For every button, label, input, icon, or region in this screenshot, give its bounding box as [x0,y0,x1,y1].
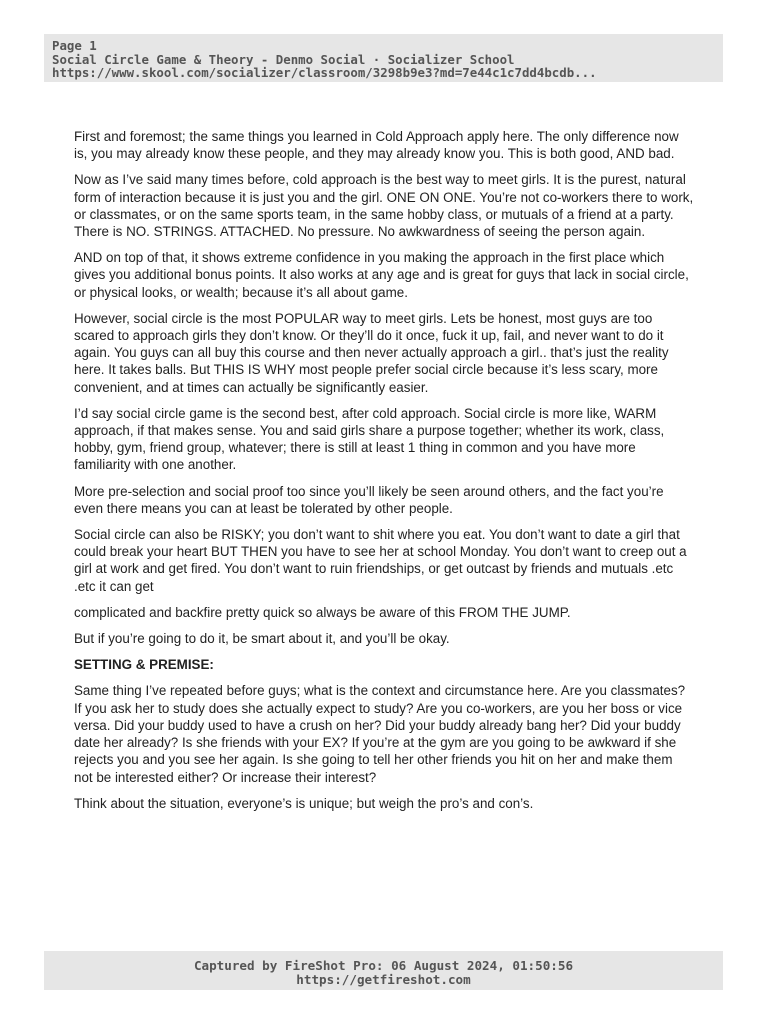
capture-url: https://getfireshot.com [296,971,471,987]
paragraph: Now as I’ve said many times before, cold approach is the best way to meet girls. It is the purest, natural form of interaction because it is just you and the girl. ONE ON ONE. You’re not co-workers there to work, or classmates, or on the same sports team, in the same hobby class, or mutuals of a friend at a party. There is NO. STRINGS. ATTACHED. No pressure. No awkwardness of seeing the person again. [74,172,694,240]
page-title: Social Circle Game & Theory - Denmo Social · Socializer School [52,52,515,66]
paragraph: But if you’re going to do it, be smart about it, and you’ll be okay. [74,631,450,647]
paragraph: However, social circle is the most POPULAR way to meet girls. Lets be honest, most guys are too scared to approach girls they don’t know. Or they’ll do it once, fuck it up, fail, and never want to do it again. You guys can all buy this course and then never actually approach a girl.. that’s just the reality here. It takes balls. But THIS IS WHY most people prefer social circle because it’s less scary, more convenient, and at times can actually be significantly easier. [74,310,669,395]
page-number: Page 1 [52,39,97,53]
paragraph: More pre-selection and social proof too since you’ll likely be seen around others, and the fact you’re even there means you can at least be tolerated by other people. [74,483,664,516]
paragraph: complicated and backfire pretty quick so always be aware of this FROM THE JUMP. [74,604,571,620]
paragraph: Social circle can also be RISKY; you don’t want to shit where you eat. You don’t want to date a girl that could break your heart BUT THEN you have to see her at school Monday. You don’t want to creep out a girl at work and get fired. You don’t want to ruin friendships, or get outcast by friends and mutuals .etc .etc it can get [74,527,687,594]
paragraph: First and foremost; the same things you learned in Cold Approach apply here. The only difference now is, you may already know these people, and they may already know you. This is both good, AND bad. [74,129,679,162]
paragraph: AND on top of that, it shows extreme confidence in you making the approach in the first place which gives you additional bonus points. It also works at any age and is great for guys that lack in social circle, or physical looks, or wealth; because it’s all about game. [74,250,689,300]
capture-info: Captured by FireShot Pro: 06 August 2024, 01:50:56 [193,958,574,973]
page-header [44,34,723,82]
capture-footer [44,951,723,990]
paragraph: Think about the situation, everyone’s is unique; but weigh the pro’s and con’s. [74,795,534,811]
paragraph: I’d say social circle game is the second best, after cold approach. Social circle is more like, WARM approach, if that makes sense. You and said girls share a purpose together; whether its work, class, hobby, gym, friend group, whatever; there is still at least 1 thing in common and you have more familiarity with one another. [74,405,665,473]
paragraph: Same thing I’ve repeated before guys; what is the context and circumstance here. Are you classmates? If you ask her to study does she actually expect to study? Are you co-workers, are you her boss or vice versa. Did your buddy used to have a crush on her? Did your buddy already bang her? Did your buddy date her already? Is she friends with your EX? If you’re at the gym are you going to be awkward if she rejects you and you see her again. Is she going to tell her other friends you hit on her and make them not be interested either? Or increase their interest? [74,683,686,785]
section-heading: SETTING & PREMISE: [74,657,214,673]
article-body [74,128,694,821]
page-url: https://www.skool.com/socializer/classroom/3298b9e3?md=7e44c1c7dd4bcdb... [52,66,597,80]
